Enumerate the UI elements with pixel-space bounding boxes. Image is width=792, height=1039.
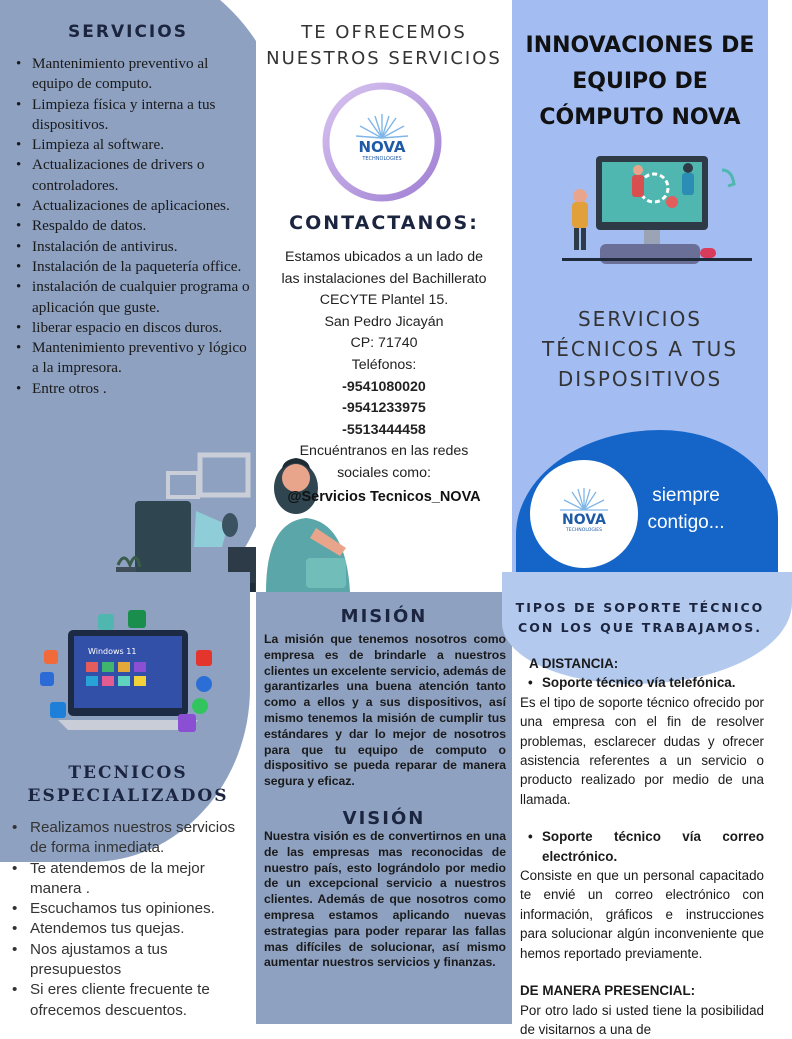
portada-panel <box>512 0 768 592</box>
list-item: • liberar espacio en discos duros. <box>16 318 250 338</box>
soporte-panel <box>512 592 768 1024</box>
list-item: • Mantenimiento preventivo y lógico a la impresora. <box>16 338 250 379</box>
slogan-text: siempre contigo... <box>636 482 736 536</box>
list-item: • Respaldo de datos. <box>16 216 250 236</box>
mision-text: La misión que tenemos nosotros como empresa es de brindarle a nuestros clientes un excelente servicio, además de garantizarles una buena atención tanto como a ellos y a sus dispositivos, así mismo tenemos la misión de cumplir tus estándares y dar lo mejor de nosotros para que tu equipo de computo o dispositivo se pueda reparar de manera segura y eficaz. <box>264 632 506 790</box>
phone-number[interactable]: -9541080020 <box>266 377 502 399</box>
technician-person-illustration <box>256 448 512 592</box>
list-item: • Soporte técnico vía correo electrónico. <box>520 827 764 866</box>
list-item: • Actualizaciones de drivers o controladores. <box>16 155 250 196</box>
telefonica-text: Es el tipo de soporte técnico ofrecido por una empresa con el fin de resolver problemas, esclarecer dudas y ofrecer asistencia referentes a un servicio o producto realizado por medio de una llamada. <box>520 693 764 809</box>
presencial-text: Por otro lado si usted tiene la posibilidad de visitarnos a una de <box>520 1001 764 1039</box>
list-item: • Actualizaciones de aplicaciones. <box>16 196 250 216</box>
social-handle[interactable]: @Servicios Tecnicos_NOVA <box>256 489 512 505</box>
tecnicos-title: TECNICOS ESPECIALIZADOS <box>0 762 256 808</box>
mision-vision-panel <box>256 592 512 1024</box>
svg-text:TECHNOLOGIES: TECHNOLOGIES <box>565 527 602 533</box>
vision-text: Nuestra visión es de convertirnos en una de las empresas mas reconocidas de nuestro país, esto lográndolo por medio de un excepcional servicio a nuestros clientes. Además de que nosotros como empresa estamos aplicando nuevas estrategias para poder reparar las fallas mas difíciles de solucionar, así mismo aumentar nuestros servicios y finanzas. <box>264 829 506 971</box>
svg-text:TECHNOLOGIES: TECHNOLOGIES <box>361 156 401 162</box>
repair-team-illustration <box>562 140 752 280</box>
tecnicos-list <box>8 818 254 1021</box>
vision-title: VISIÓN <box>256 808 512 829</box>
contact-details: Estamos ubicados a un lado de las instalaciones del Bachillerato CECYTE Plantel 15. San Pedro Jicayán CP: 71740 Teléfonos: -9541080020 -9541233975 -5513444458 Encuéntranos en las redes sociales como: <box>266 247 502 485</box>
ofrecemos-title: TE OFRECEMOS NUESTROS SERVICIOS <box>256 20 512 72</box>
windows-laptop-apps-illustration <box>28 610 218 750</box>
soporte-title: TIPOS DE SOPORTE TÉCNICO CON LOS QUE TRABAJAMOS. <box>512 598 768 638</box>
tecnicos-panel <box>0 592 256 1024</box>
list-item: • Si eres cliente frecuente te ofrecemos descuentos. <box>8 980 254 1021</box>
svg-text:Windows 11: Windows 11 <box>88 647 136 656</box>
list-item: • Escuchamos tus opiniones. <box>8 899 254 919</box>
svg-text:NOVA: NOVA <box>358 138 405 156</box>
cover-subtitle: SERVICIOS TÉCNICOS A TUS DISPOSITIVOS <box>512 304 768 394</box>
list-item: • Instalación de la paquetería office. <box>16 257 250 277</box>
list-item: • Atendemos tus quejas. <box>8 919 254 939</box>
servicios-panel <box>0 0 256 592</box>
distancia-label: A DISTANCIA: <box>520 654 764 673</box>
phone-number[interactable]: -5513444458 <box>266 420 502 442</box>
contactanos-heading: CONTACTANOS: <box>256 212 512 234</box>
list-item: • Realizamos nuestros servicios de forma inmediata. <box>8 818 254 859</box>
contacto-panel <box>256 0 512 592</box>
company-title: INNOVACIONES DE EQUIPO DE CÓMPUTO NOVA <box>512 28 768 136</box>
list-item: • Limpieza física y interna a tus dispositivos. <box>16 95 250 136</box>
list-item: • Entre otros . <box>16 379 250 399</box>
list-item: • Mantenimiento preventivo al equipo de computo. <box>16 54 250 95</box>
list-item: • Limpieza al software. <box>16 135 250 155</box>
servicios-title: SERVICIOS <box>0 22 256 42</box>
list-item: • instalación de cualquier programa o aplicación que guste. <box>16 277 250 318</box>
mision-title: MISIÓN <box>256 606 512 627</box>
soporte-body <box>520 654 764 1039</box>
nova-logo <box>528 458 640 570</box>
list-item: • Instalación de antivirus. <box>16 237 250 257</box>
correo-text: Consiste en que un personal capacitado te envié un correo electrónico con información, gráficos e instrucciones para solucionar algún inconveniente que hemos reportado previamente. <box>520 866 764 963</box>
phone-number[interactable]: -9541233975 <box>266 398 502 420</box>
nova-logo <box>320 80 444 204</box>
list-item: • Nos ajustamos a tus presupuestos <box>8 940 254 981</box>
servicios-list <box>16 54 250 399</box>
list-item: • Te atendemos de la mejor manera . <box>8 859 254 900</box>
presencial-label: DE MANERA PRESENCIAL: <box>520 981 764 1000</box>
svg-text:NOVA: NOVA <box>562 512 606 528</box>
list-item: • Soporte técnico vía telefónica. <box>520 673 764 692</box>
